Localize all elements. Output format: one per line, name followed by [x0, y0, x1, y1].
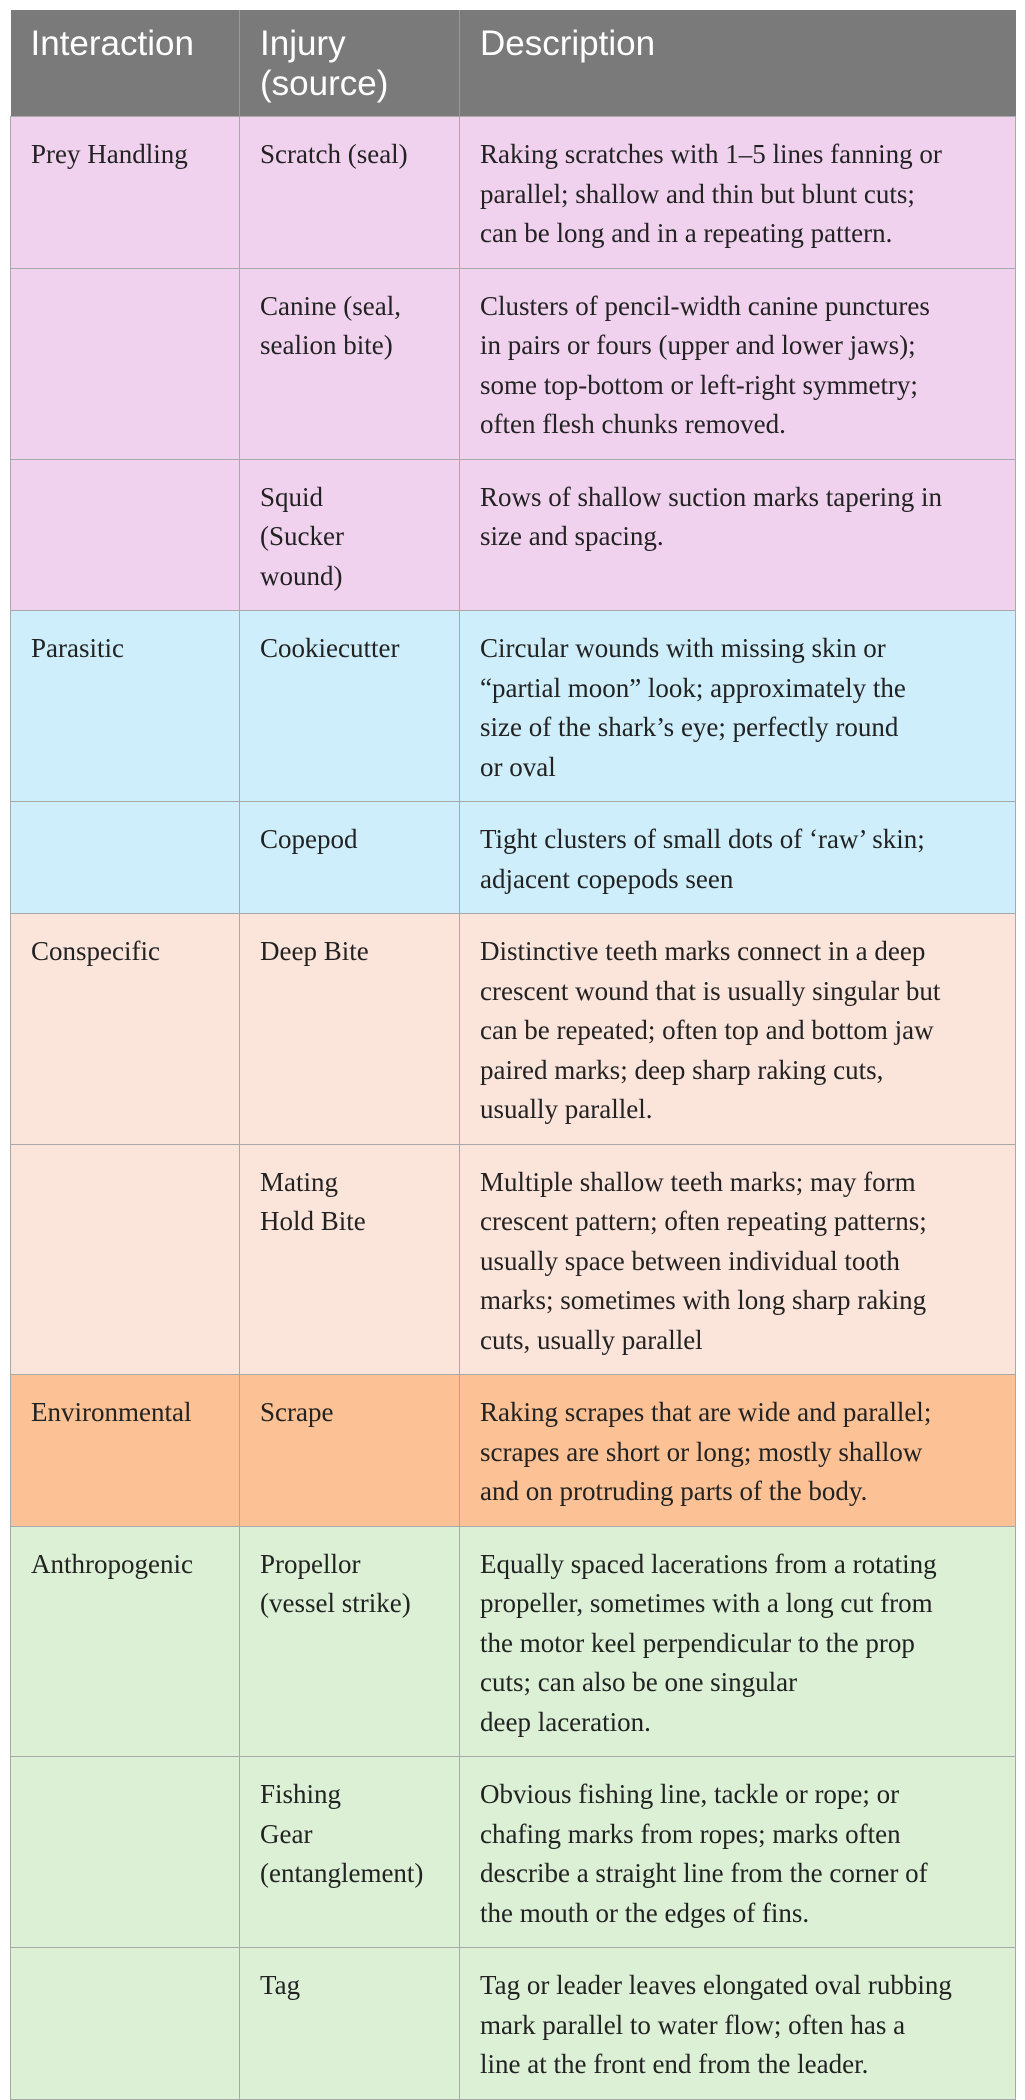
- injury-cell: Squid (Sucker wound): [240, 459, 460, 611]
- injury-cell: Scratch (seal): [240, 117, 460, 269]
- interaction-cell: Conspecific: [11, 914, 240, 1145]
- injury-cell: Canine (seal, sealion bite): [240, 268, 460, 459]
- description-cell: Distinctive teeth marks connect in a deep crescent wound that is usually singular but can be repeated; often top and bottom jaw paired marks; deep sharp raking cuts, usually parallel.: [460, 914, 1016, 1145]
- injury-cell: Propellor (vessel strike): [240, 1526, 460, 1757]
- injury-cell: Copepod: [240, 802, 460, 914]
- table-row: [11, 802, 1016, 914]
- injury-cell: Tag: [240, 1948, 460, 2100]
- interaction-cell: Anthropogenic: [11, 1526, 240, 1757]
- description-cell: Circular wounds with missing skin or “partial moon” look; approximately the size of the shark’s eye; perfectly round or oval: [460, 611, 1016, 802]
- table-row: [11, 611, 1016, 802]
- table-row: [11, 914, 1016, 1145]
- table-row: [11, 117, 1016, 269]
- injury-cell: Mating Hold Bite: [240, 1144, 460, 1375]
- table-row: [11, 1526, 1016, 1757]
- injury-classification-table: [10, 10, 1016, 2100]
- injury-cell: Scrape: [240, 1375, 460, 1527]
- description-cell: Multiple shallow teeth marks; may form crescent pattern; often repeating patterns; usually space between individual tooth marks; sometimes with long sharp raking cuts, usually parallel: [460, 1144, 1016, 1375]
- table-row: [11, 1948, 1016, 2100]
- interaction-cell: Parasitic: [11, 611, 240, 802]
- header-interaction: Interaction: [11, 10, 240, 117]
- table-row: [11, 268, 1016, 459]
- interaction-cell: [11, 1144, 240, 1375]
- interaction-cell: [11, 268, 240, 459]
- table-row: [11, 1757, 1016, 1948]
- injury-classification-table-container: [10, 10, 1015, 2100]
- description-cell: Rows of shallow suction marks tapering in size and spacing.: [460, 459, 1016, 611]
- header-injury-source: Injury (source): [240, 10, 460, 117]
- interaction-cell: Prey Handling: [11, 117, 240, 269]
- injury-cell: Fishing Gear (entanglement): [240, 1757, 460, 1948]
- description-cell: Clusters of pencil-width canine punctures in pairs or fours (upper and lower jaws); some top-bottom or left-right symmetry; often flesh chunks removed.: [460, 268, 1016, 459]
- description-cell: Tight clusters of small dots of ‘raw’ skin; adjacent copepods seen: [460, 802, 1016, 914]
- description-cell: Obvious fishing line, tackle or rope; or chafing marks from ropes; marks often describe a straight line from the corner of the mouth or the edges of fins.: [460, 1757, 1016, 1948]
- table-row: [11, 1144, 1016, 1375]
- description-cell: Raking scrapes that are wide and parallel; scrapes are short or long; mostly shallow and on protruding parts of the body.: [460, 1375, 1016, 1527]
- description-cell: Tag or leader leaves elongated oval rubbing mark parallel to water flow; often has a line at the front end from the leader.: [460, 1948, 1016, 2100]
- table-row: [11, 459, 1016, 611]
- injury-cell: Deep Bite: [240, 914, 460, 1145]
- interaction-cell: [11, 1948, 240, 2100]
- header-description: Description: [460, 10, 1016, 117]
- interaction-cell: [11, 802, 240, 914]
- interaction-cell: [11, 459, 240, 611]
- table-row: [11, 1375, 1016, 1527]
- table-header-row: [11, 10, 1016, 117]
- interaction-cell: Environmental: [11, 1375, 240, 1527]
- interaction-cell: [11, 1757, 240, 1948]
- injury-cell: Cookiecutter: [240, 611, 460, 802]
- description-cell: Raking scratches with 1–5 lines fanning or parallel; shallow and thin but blunt cuts; can be long and in a repeating pattern.: [460, 117, 1016, 269]
- description-cell: Equally spaced lacerations from a rotating propeller, sometimes with a long cut from the motor keel perpendicular to the prop cuts; can also be one singular deep laceration.: [460, 1526, 1016, 1757]
